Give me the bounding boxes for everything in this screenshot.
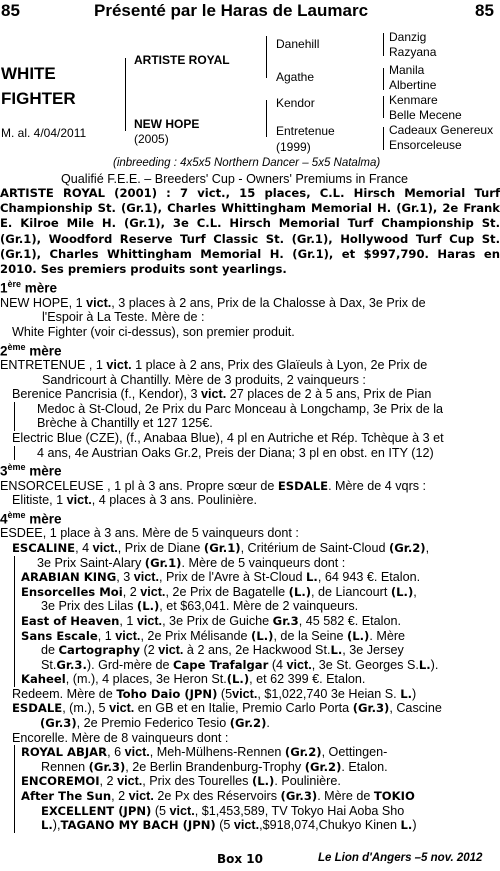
pedigree-bracket-sd xyxy=(383,68,384,90)
dam-dam: Entretenue xyxy=(276,124,335,138)
sss: Danzig xyxy=(389,30,427,44)
dam4-block: ESDEE, 1 place à 3 ans. Mère de 5 vainqueurs dont : ESCALINE, 4 vict., Prix de Diane (Gr.1), Critérium de Saint-Cloud (Gr.2), 3e Prix Saint-Alary (Gr.1). Mère de 5 vainqueurs dont : ARABIAN KING, 3 vict., Prix de l'Avre à St-Cloud L., 64 943 €. Etalon. Ensorcelles Moi, 2 vict., 2e Prix de Bagatelle (L.), de Liancourt (L.), 3e Prix des Lilas (L.), et $63,041. Mère de 2 vainqueurs. East of Heaven, 1 vict., 3e Prix de Guiche Gr.3, 45 582 €. Etalon. Sans Escale, 1 vict., 2e Prix Mélisande (L.), de la Seine (L.). Mère de Cartography (2 vict. à 2 ans, 2e Hackwood St.L., 3e Jersey St.Gr.3.). Grd-mère de Cape Trafalgar (4 vict., 3e St. Georges S.L.). Kaheel, (m.), 4 places, 3e Heron St.(L.), et 62 399 €. Etalon. Redeem. Mère de Toho Daio (JPN) (5vict., $1,022,740 3e Heian S. L.) ESDALE, (m.), 5 vict. en GB et en Italie, Premio Carlo Porta (Gr.3), Cascine (Gr.3), 2e Premio Federico Tesio (Gr.2). Encorelle. Mère de 8 vainqueurs dont : ROYAL ABJAR, 6 vict., Meh-Mülhens-Rennen (Gr.2), Oettingen- Rennen (Gr.3), 2e Berlin Brandenburg-Trophy (Gr.2). Etalon. ENCOREMOI, 2 vict., Prix des Tourelles (L.). Poulinière. After The Sun, 2 vict. 2e Px des Réservoirs (Gr.3). Mère de TOKIO EXCELLENT (JPN) (5 vict., $1,453,589, TV Tokyo Hai Aoba Sho L.),TAGANO MY BACH (JPN) (5 vict.,$918,074,Chukyo Kinen L.) xyxy=(0,526,500,832)
dam3-block: ENSORCELEUSE , 1 pl à 3 ans. Propre sœur de ESDALE. Mère de 4 vqrs : Elitiste, 1 vict., 4 places à 3 ans. Poulinière. xyxy=(0,478,427,508)
sdd: Albertine xyxy=(389,78,437,92)
dds: Cadeaux Genereux xyxy=(389,123,494,137)
horse-name-line2: FIGHTER xyxy=(1,89,76,108)
ssd: Razyana xyxy=(389,45,437,59)
dam-dam-year: (1999) xyxy=(276,140,311,154)
pedigree-bracket-main xyxy=(125,58,126,131)
ddd: Ensorceleuse xyxy=(389,138,462,152)
horse-info: M. al. 4/04/2011 xyxy=(1,126,87,140)
pedigree-bracket-dam xyxy=(266,100,267,137)
sale-event: Le Lion d'Angers –5 nov. 2012 xyxy=(318,852,483,864)
inbreeding-note: (inbreeding : 4x5x5 Northern Dancer – 5x5 Natalma) xyxy=(113,157,381,169)
dam-heading-3: 3ème mère xyxy=(0,462,62,479)
pedigree-bracket-dd xyxy=(383,127,384,150)
lot-number-right: 85 xyxy=(475,1,494,20)
sire-sire: Danehill xyxy=(276,37,320,51)
dss: Kenmare xyxy=(389,93,438,107)
horse-name-line1: WHITE xyxy=(1,64,56,83)
page-title: Présenté par le Haras de Laumarc xyxy=(94,1,369,20)
dam-heading-2: 2ème mère xyxy=(0,341,62,358)
dam1-block: NEW HOPE, 1 vict., 3 places à 2 ans, Prix de la Chalosse à Dax, 3e Prix de l'Espoir à La Teste. Mère de : White Fighter (voir ci-dessus), son premier produit. xyxy=(0,295,426,339)
box-number: Box 10 xyxy=(217,852,264,866)
dam-year: (2005) xyxy=(134,132,169,146)
qualifie-line: Qualifié F.E.E. – Breeders' Cup - Owners' Premiums in France xyxy=(61,172,409,186)
pedigree-bracket-ds xyxy=(383,96,384,118)
dam-name: NEW HOPE xyxy=(134,117,200,131)
dam-heading-1: 1ère mère xyxy=(0,279,58,296)
pedigree-bracket-sire xyxy=(266,36,267,78)
sire-paragraph: ARTISTE ROYAL (2001) : 7 vict., 15 places, C.L. Hirsch Memorial Turf Championship St. (Gr.1), Charles Whittingham Memorial H. (Gr.1), 2e Frank E. Kilroe Mile H. (Gr.1), 3e C.L. Hirsch Memorial Turf Championship St. (Gr.1), Woodford Reserve Turf Classic St. (Gr.1), Hollywood Turf Cup St. (Gr.1), Charles Whittingham Memorial H. (Gr.1), et $997,790. Haras en 2010. Ses premiers produits sont yearlings. xyxy=(0,186,500,277)
catalogue-body xyxy=(0,186,500,833)
dsd: Belle Mecene xyxy=(389,108,462,122)
dam-heading-4: 4ème mère xyxy=(0,509,62,527)
lot-number-left: 85 xyxy=(1,1,20,20)
sire-name: ARTISTE ROYAL xyxy=(134,53,230,67)
dam2-block: ENTRETENUE , 1 vict. 1 place à 2 ans, Prix des Glaïeuls à Lyon, 2e Prix de Sandricourt à Chantilly. Mère de 3 produits, 2 vainqueurs : Berenice Pancrisia (f., Kendor), 3 vict. 27 places de 2 à 5 ans, Prix de Pian Medoc à St-Cloud, 2e Prix du Parc Monceau à Longchamp, 3e Prix de la Brèche à Chantilly et 127 125€. Electric Blue (CZE), (f., Anabaa Blue), 4 pl en Autriche et Rép. Tchèque à 3 et 4 ans, 4e Austrian Oaks Gr.2, Preis der Diana; 3 pl en obst. en ITY (12) xyxy=(0,358,500,460)
sds: Manila xyxy=(389,63,425,77)
dam-sire: Kendor xyxy=(276,96,315,110)
pedigree-bracket-ss xyxy=(383,33,384,56)
sire-dam: Agathe xyxy=(276,70,315,84)
